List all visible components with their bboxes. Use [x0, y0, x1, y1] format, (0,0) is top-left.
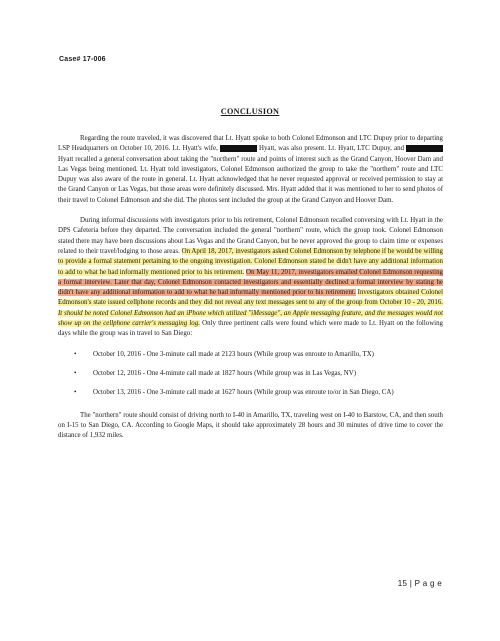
list-item: • October 10, 2016 - One 3-minute call made at 2123 hours (While group was enroute to Amarillo, TX)	[58, 350, 443, 360]
highlighted-italic-note: It should be noted Colonel Edmonson had an iPhone which utilized "iMessage", an Apple messaging feature, and the messages would not show up on the cellphone carrier's messaging log.	[58, 309, 443, 328]
highlighted-text-orange: On May 11, 2017, investigators emailed Colonel Edmonson requesting a formal interview. Later that day, Colonel Edmonson contacted investigators and essentially declined a formal interview by stating he didn't have any additional information to add to what he had informally mentioned prior to his retirement.	[58, 268, 443, 297]
paragraph-discussions	[58, 216, 443, 340]
paragraph-route-text-a: Regarding the route traveled, it was discovered that Lt. Hyatt spoke to both Colonel Edmonson and LTC Dupuy prior to departing LSP Headquarters on October 10, 2016. Lt. Hyatt's wife,	[58, 135, 443, 153]
bullet-icon: •	[74, 350, 77, 358]
list-item: • October 12, 2016 - One 4-minute call made at 1827 hours (While group was in Las Vegas, NV)	[58, 369, 443, 379]
paragraph-discussions-text-a: During informal discussions with investigators prior to his retirement, Colonel Edmonson recalled conversing with Lt. Hyatt in the DPS Cafeteria before they departed. The conversation included the general "northern" route, which the group took. Colonel Edmonson stated there may have been discussions about Las Vegas and the Grand Canyon, but he never approved the group to claim time or expenses related to their travel/lodging to those areas.	[58, 217, 443, 255]
call-list	[58, 350, 443, 399]
paragraph-route-text-c: Hyatt recalled a general conversation about taking the "northern" route and points of interest such as the Grand Canyon, Hoover Dam and Las Vegas being mentioned. Lt. Hyatt told investigators, Colonel Edmonson authorized the group to take the "northern" route and LTC Dupuy was also aware of the route in general. Lt. Hyatt acknowledged that he never requested approval or received permission to stay at the Grand Canyon or Las Vegas, but those areas were definitely discussed. Mrs. Hyatt added that it was mentioned to her to send photos of their travel to Colonel Edmonson and she did. The photos sent included the group at the Grand Canyon and Hoover Dam.	[58, 155, 443, 204]
paragraph-route-text-b: Hyatt, was also present. Lt. Hyatt, LTC Dupuy, and	[259, 145, 404, 153]
page-number: 15 | P a g e	[397, 579, 442, 588]
paragraph-discussions-text-f: Only three pertinent calls were found which were made to Lt. Hyatt on the following days while the group was in travel to San Diego:	[58, 320, 443, 338]
paragraph-northern-route: The "northern" route should consist of driving north to I-40 in Amarillo, TX, traveling west on I-40 to Barstow, CA, and then south on I-15 to San Diego, CA. According to Google Maps, it should take approximately 28 hours and 30 minutes of drive time to cover the distance of 1,932 miles.	[58, 411, 443, 440]
paragraph-route	[58, 134, 443, 206]
page-title: CONCLUSION	[220, 107, 280, 116]
case-number: Case# 17-006	[59, 56, 106, 63]
redaction-block: XXXXXXX	[407, 145, 442, 153]
highlighted-text-yellow: On April 18, 2017, investigators asked Colonel Edmonson by telephone if he would be willing to provide a formal statement pertaining to the ongoing investigation. Colonel Edmonson stated he didn't have any additional information to add to what he had informally mentioned prior to his retirement.	[58, 247, 443, 276]
bullet-icon: •	[74, 389, 77, 397]
document-body	[58, 134, 443, 451]
bullet-icon: •	[74, 369, 77, 377]
list-item: • October 13, 2016 - One 3-minute call made at 1627 hours (While group was enroute to/or in San Diego, CA)	[58, 388, 443, 398]
redaction-block: XXXXXXX	[221, 145, 256, 153]
highlighted-text-yellow: Investigators obtained Colonel Edmonson's state issued cellphone records and they did not reveal any text messages sent to any of the group from October 10 - 20, 2016.	[58, 289, 443, 307]
